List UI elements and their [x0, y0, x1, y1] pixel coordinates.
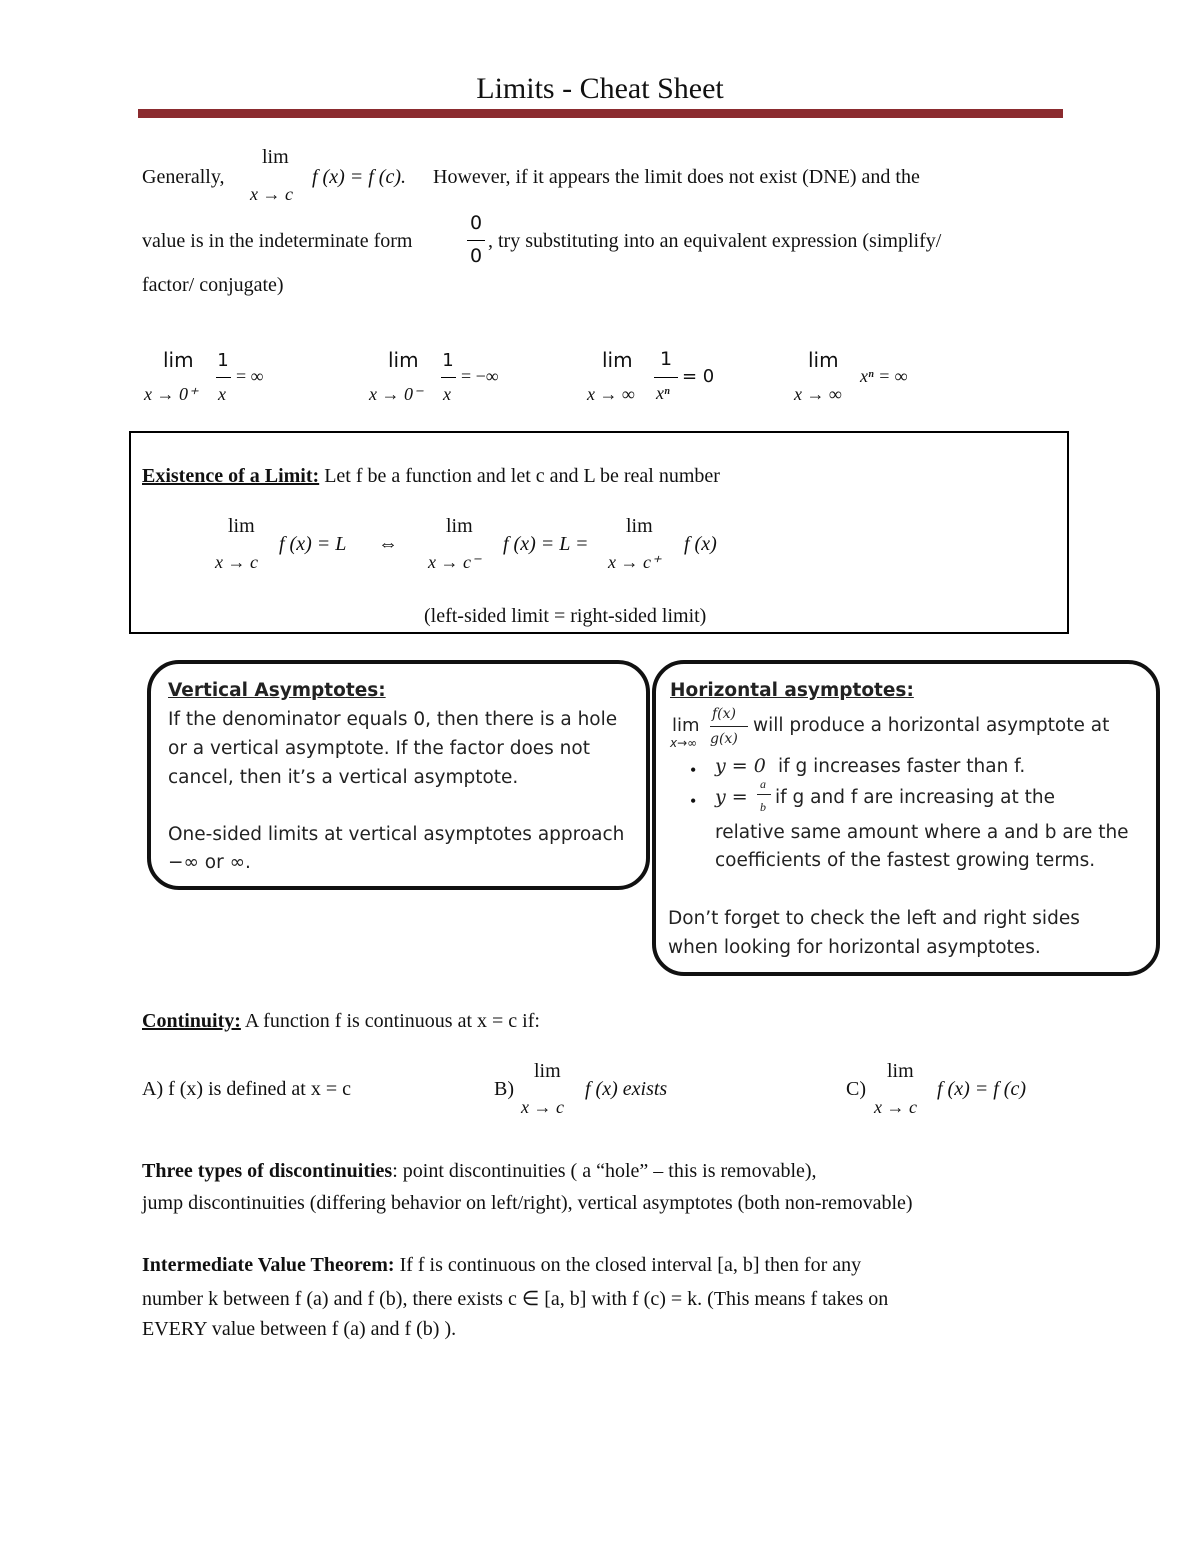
vertical-heading: Vertical Asymptotes: [168, 680, 386, 701]
ivt-line-1 [142, 1254, 861, 1277]
existence-heading: Existence of a Limit: [142, 465, 320, 487]
ivt-line-3: EVERY value between f (a) and f (b) ). [142, 1318, 457, 1340]
continuity-b-label: B) [494, 1078, 514, 1100]
existence-eq-2: f (x) = L = [503, 533, 589, 555]
horizontal-footer-1: Don’t forget to check the left and right sides [668, 908, 1080, 929]
horizontal-lim-sub: x→∞ [670, 736, 698, 750]
intro-line3: factor/ conjugate) [142, 274, 284, 296]
indeterminate-den: 0 [469, 245, 483, 267]
lim-label: lim [388, 348, 419, 372]
vertical-line-3: cancel, then it’s a vertical asymptote. [168, 767, 519, 788]
existence-iff: ⇔ [378, 533, 398, 555]
continuity-line [142, 1010, 540, 1033]
existence-lim-1: lim [228, 515, 255, 537]
horizontal-frac-bar [710, 726, 748, 727]
lim-expr: xⁿ = ∞ [860, 366, 908, 386]
bullet1-text: if g increases faster than f. [778, 756, 1026, 777]
intro-lim: lim [262, 146, 289, 168]
lim-result: = −∞ [461, 366, 499, 386]
frac-num: 1 [659, 348, 673, 370]
discontinuities-line-1 [142, 1160, 817, 1183]
existence-lim-2: lim [446, 515, 473, 537]
bullet2-eq: y = [715, 786, 748, 808]
existence-sub-1: x → c [215, 552, 258, 572]
bullet2-cont-2: coefficients of the fastest growing terms. [715, 850, 1096, 871]
ivt-line-2: number k between f (a) and f (b), there exists c ∈ [a, b] with f (c) = k. (This means f takes on [142, 1288, 889, 1310]
intro-line2-rest: , try substituting into an equivalent expression (simplify/ [488, 230, 942, 252]
existence-box [129, 431, 1069, 634]
horizontal-footer-2: when looking for horizontal asymptotes. [668, 937, 1041, 958]
bullet2-text: if g and f are increasing at the [775, 787, 1055, 808]
existence-text [142, 465, 720, 488]
existence-lim-3: lim [626, 515, 653, 537]
frac-den: x [218, 384, 226, 404]
bullet-icon: • [690, 760, 697, 780]
continuity-a: A) f (x) is defined at x = c [142, 1078, 351, 1100]
indeterminate-bar [467, 240, 485, 241]
bullet-icon: • [690, 791, 697, 811]
continuity-c-expr: f (x) = f (c) [937, 1078, 1027, 1100]
frac-num: 1 [217, 350, 229, 371]
lim-label: lim [808, 348, 839, 372]
frac-bar [216, 377, 231, 378]
lim-sub: x → 0⁺ [144, 384, 198, 404]
lim-sub: x → 0⁻ [369, 384, 423, 404]
vertical-line-4: One-sided limits at vertical asymptotes approach [168, 824, 625, 845]
existence-sub-3: x → c⁺ [608, 552, 661, 572]
discontinuities-text: : point discontinuities ( a “hole” – this is removable), [392, 1160, 817, 1182]
intro-eq: f (x) = f (c). [312, 166, 407, 188]
frac-bar [441, 377, 456, 378]
indeterminate-num: 0 [469, 212, 483, 234]
lim-sub: x → ∞ [794, 384, 842, 404]
ivt-heading: Intermediate Value Theorem: [142, 1254, 395, 1276]
intro-line2-start: value is in the indeterminate form [142, 230, 413, 252]
vertical-line-2: or a vertical asymptote. If the factor does not [168, 738, 590, 759]
horizontal-frac-num: f(x) [712, 706, 737, 722]
existence-note: (left-sided limit = right-sided limit) [424, 605, 707, 627]
lim-label: lim [163, 348, 194, 372]
discontinuities-line-2: jump discontinuities (differing behavior on left/right), vertical asymptotes (both non-removable) [142, 1192, 913, 1214]
intro-line1: However, if it appears the limit does not exist (DNE) and the [433, 166, 920, 188]
existence-eq-1: f (x) = L [279, 533, 347, 555]
title-rule [138, 109, 1063, 118]
frac-num: 1 [442, 350, 454, 371]
frac-bar [654, 377, 678, 378]
page-title: Limits - Cheat Sheet [476, 72, 724, 105]
lim-sub: x → ∞ [587, 384, 635, 404]
intro-lim-sub: x → c [250, 184, 293, 204]
bullet2-frac-bar [757, 794, 771, 795]
ivt-text-1: If f is continuous on the closed interval [a, b] then for any [394, 1254, 862, 1276]
continuity-c-sub: x → c [874, 1097, 917, 1117]
bullet2-cont-1: relative same amount where a and b are the [715, 822, 1129, 843]
existence-body: Let f be a function and let c and L be real number [324, 465, 720, 487]
continuity-b-expr: f (x) exists [585, 1078, 668, 1100]
continuity-text: A function f is continuous at x = c if: [244, 1010, 540, 1032]
lim-label: lim [602, 348, 633, 372]
existence-eq-3: f (x) [684, 533, 717, 555]
frac-den: xⁿ [656, 383, 670, 403]
lim-result: = ∞ [236, 366, 264, 386]
vertical-line-5: −∞ or ∞. [168, 852, 251, 873]
horizontal-frac-den: g(x) [710, 731, 738, 747]
horizontal-lim: lim [672, 715, 700, 736]
continuity-b-sub: x → c [521, 1097, 564, 1117]
existence-sub-2: x → c⁻ [428, 552, 481, 572]
bullet2-frac-num: a [760, 777, 766, 791]
continuity-heading: Continuity: [142, 1010, 241, 1032]
intro-generally: Generally, [142, 166, 225, 188]
frac-den: x [443, 384, 451, 404]
vertical-line-1: If the denominator equals 0, then there is a hole [168, 709, 618, 730]
horizontal-heading: Horizontal asymptotes: [670, 680, 914, 701]
bullet1-eq: y = 0 [715, 755, 766, 777]
continuity-b-lim: lim [534, 1060, 561, 1082]
continuity-c-label: C) [846, 1078, 866, 1100]
discontinuities-heading: Three types of discontinuities [142, 1160, 393, 1182]
bullet2-frac-den: b [760, 800, 766, 814]
lim-result: = 0 [682, 366, 715, 387]
continuity-c-lim: lim [887, 1060, 914, 1082]
horizontal-lead: will produce a horizontal asymptote at [753, 715, 1110, 736]
